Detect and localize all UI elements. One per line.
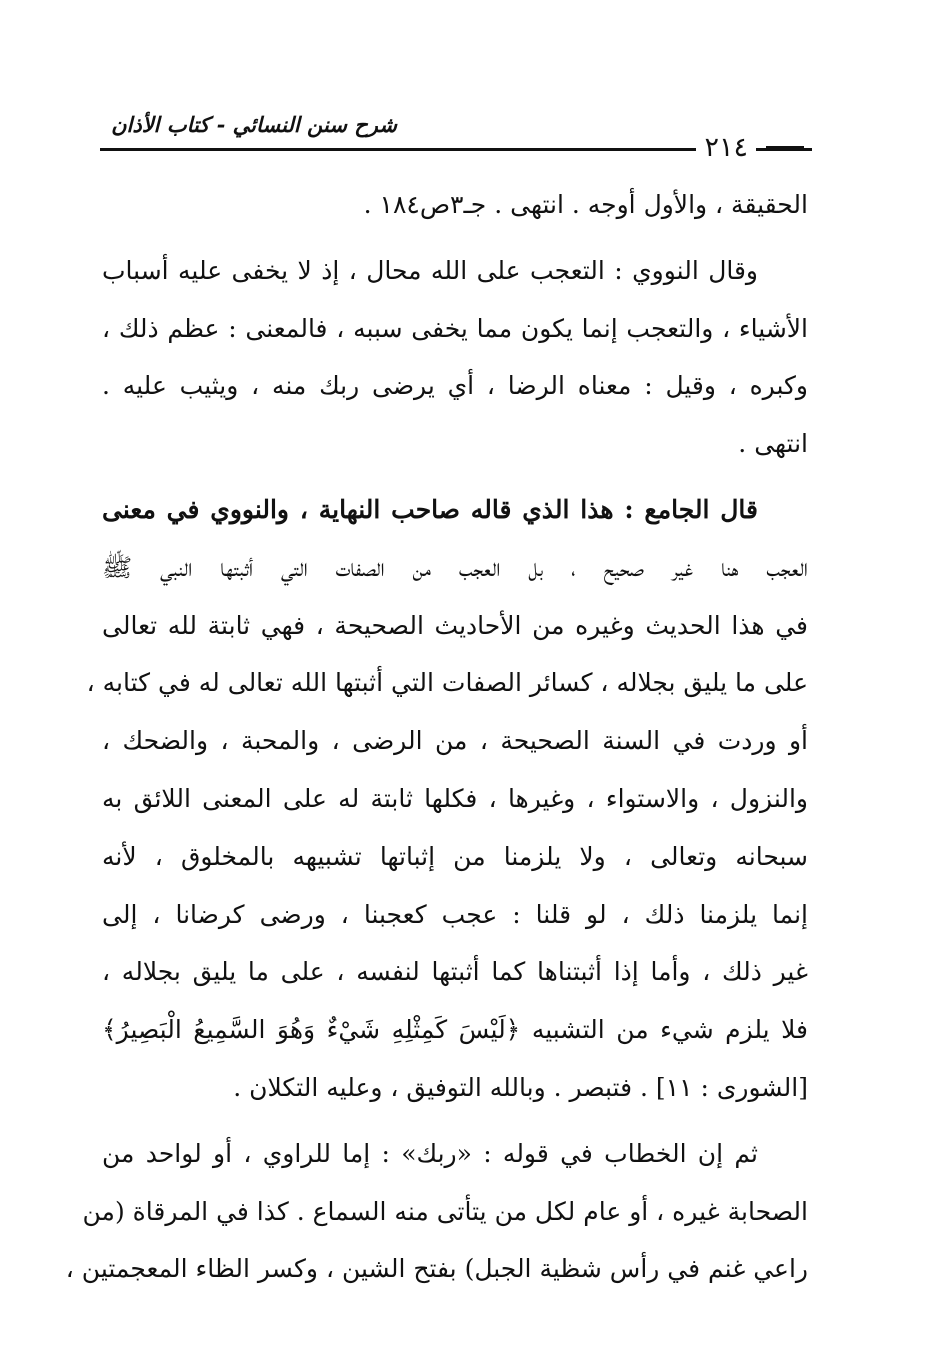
text-line: قال الجامع : هذا الذي قاله صاحب النهاية ، والنووي في معنى [102,494,758,524]
text-line: إنما يلزمنا ذلك ، لو قلنا : عجب كعجبنا ، ورضى كرضانا ، إلى [102,899,808,929]
text-line: ثم إن الخطاب في قوله : «ربك» : إما للراوي ، أو لواحد من [102,1138,758,1168]
text-line: والنزول ، والاستواء ، وغيرها ، فكلها ثابتة له على المعنى اللائق به [102,783,808,813]
paragraph-nawawi [102,242,808,473]
body-text [65,176,808,1298]
text-line: انتهى . [738,429,808,459]
text-line: وكبره ، وقيل : معناه الرضا ، أي يرضى ربك منه ، ويثيب عليه . [102,371,808,401]
paragraph-jami [86,481,808,1117]
book-title: شرح سنن النسائي - كتاب الأذان [111,112,397,137]
page-number: ٢١٤ [696,130,756,166]
text-line: غير ذلك ، وأما إذا أثبتناها كما أثبتها لنفسه ، على ما يليق بجلاله ، [102,957,808,987]
text-line: العجب هنا غير صحيح ، بل العجب من الصفات التي أثبتها النبي ﷺ [102,552,808,582]
text-line: سبحانه وتعالى ، ولا يلزمنا من إثباتها تشبيهه بالمخلوق ، لأنه [102,841,808,871]
text-line: الصحابة غيره ، أو عام لكل من يتأتى منه السماع . كذا في المرقاة (من [82,1196,808,1226]
page-number-dash [766,146,804,151]
text-line: أو وردت في السنة الصحيحة ، من الرضى ، والمحبة ، والضحك ، [102,726,808,756]
text-line: [الشورى : ١١] . فتبصر . وبالله التوفيق ، وعليه التكلان . [233,1072,808,1102]
text-line: الأشياء ، والتعجب إنما يكون مما يخفى سببه ، فالمعنى : عظم ذلك ، [102,313,808,343]
paragraph-address [65,1125,808,1298]
text-line: على ما يليق بجلاله ، كسائر الصفات التي أثبتها الله تعالى له في كتابه ، [86,668,808,698]
text-line: راعي غنم في رأس شظية الجبل) بفتح الشين ، وكسر الظاء المعجمتين ، [65,1254,808,1284]
running-header [100,100,812,163]
quran-verse-line: فلا يلزم شيء من التشبيه ﴿لَيْسَ كَمِثْلِهِ شَيْءٌ وَهُوَ السَّمِيعُ الْبَصِيرُ﴾ [102,1015,808,1045]
text-line: وقال النووي : التعجب على الله محال ، إذ لا يخفى عليه أسباب [102,255,758,285]
text-line: الحقيقة ، والأول أوجه . انتهى . جـ٣ص١٨٤ . [363,190,808,219]
text-line: في هذا الحديث وغيره من الأحاديث الصحيحة ، فهي ثابتة لله تعالى [102,610,808,640]
paragraph-citation-end [102,176,808,234]
